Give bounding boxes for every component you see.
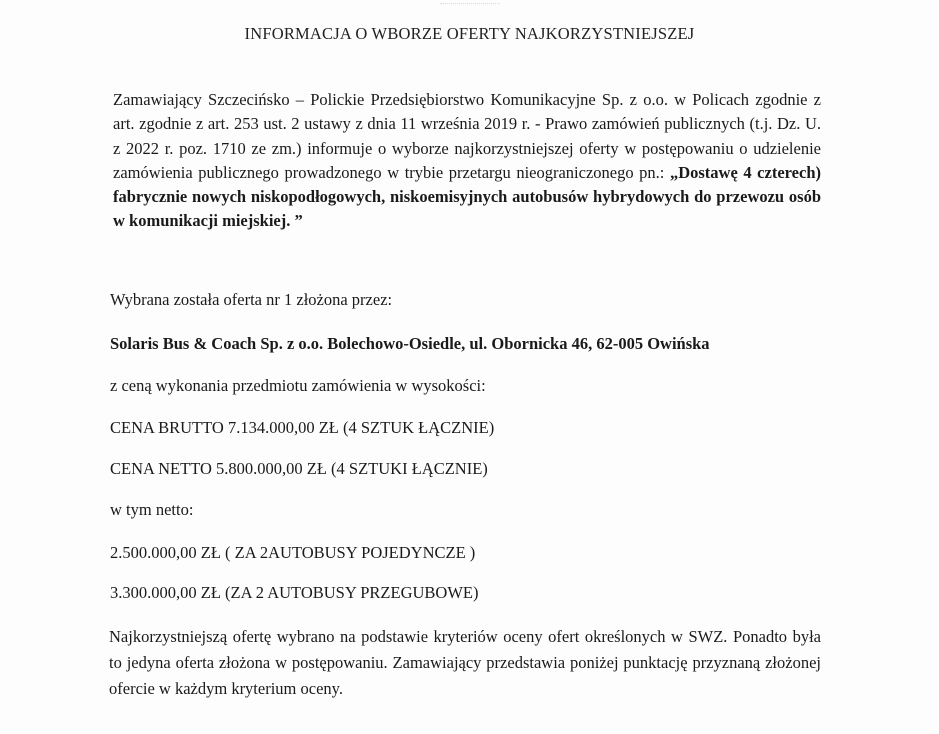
price-gross: CENA BRUTTO 7.134.000,00 ZŁ (4 SZTUK ŁĄCZNIE) [110,418,495,437]
selected-offer-line: Wybrana została oferta nr 1 złożona przez: [110,290,393,309]
contractor-name: Solaris Bus & Coach Sp. z o.o. Bolechowo-Osiedle, ul. Obornicka 46, 62-005 Owińska [110,334,710,353]
price-net: CENA NETTO 5.800.000,00 ZŁ (4 SZTUKI ŁĄCZNIE) [110,459,488,478]
document-title: INFORMACJA O WBORZE OFERTY NAJKORZYSTNIEJSZEJ [244,24,695,43]
net-breakdown-label: w tym netto: [110,500,194,519]
intro-paragraph [113,88,821,234]
tender-name: „Dostawę 4 czterech) fabrycznie nowych niskopodłogowych, niskoemisyjnych autobusów hybrydowych do przewozu osób w komunikacji miejskiej. ” [113,162,821,231]
intro-text: Zamawiający Szczecińsko – Polickie Przedsiębiorstwo Komunikacyjne Sp. z o.o. w Policach zgodnie z art. zgodnie z art. 253 ust. 2 ustawy z dnia 11 września 2019 r. - Prawo zamówień publicznych (t.j. Dz. U. z 2022 r. poz. 1710 ze zm.) informuje o wyborze najkorzystniejszej oferty w postępowaniu o udzielenie zamówienia publicznego prowadzonego w trybie przetargu nieograniczonego pn.: [113,90,821,182]
net-single-buses: 2.500.000,00 ZŁ ( ZA 2AUTOBUSY POJEDYNCZE ) [110,543,476,562]
price-intro: z ceną wykonania przedmiotu zamówienia w wysokości: [110,376,486,395]
scan-artifact [440,0,500,4]
closing-paragraph: Najkorzystniejszą ofertę wybrano na podstawie kryteriów oceny ofert określonych w SWZ. Ponadto była to jedyna oferta złożona w postępowaniu. Zamawiający przedstawia poniżej punktację przyznaną złożonej ofercie w każdym kryterium oceny. [109,627,821,698]
net-articulated-buses: 3.300.000,00 ZŁ (ZA 2 AUTOBUSY PRZEGUBOWE) [110,583,479,602]
